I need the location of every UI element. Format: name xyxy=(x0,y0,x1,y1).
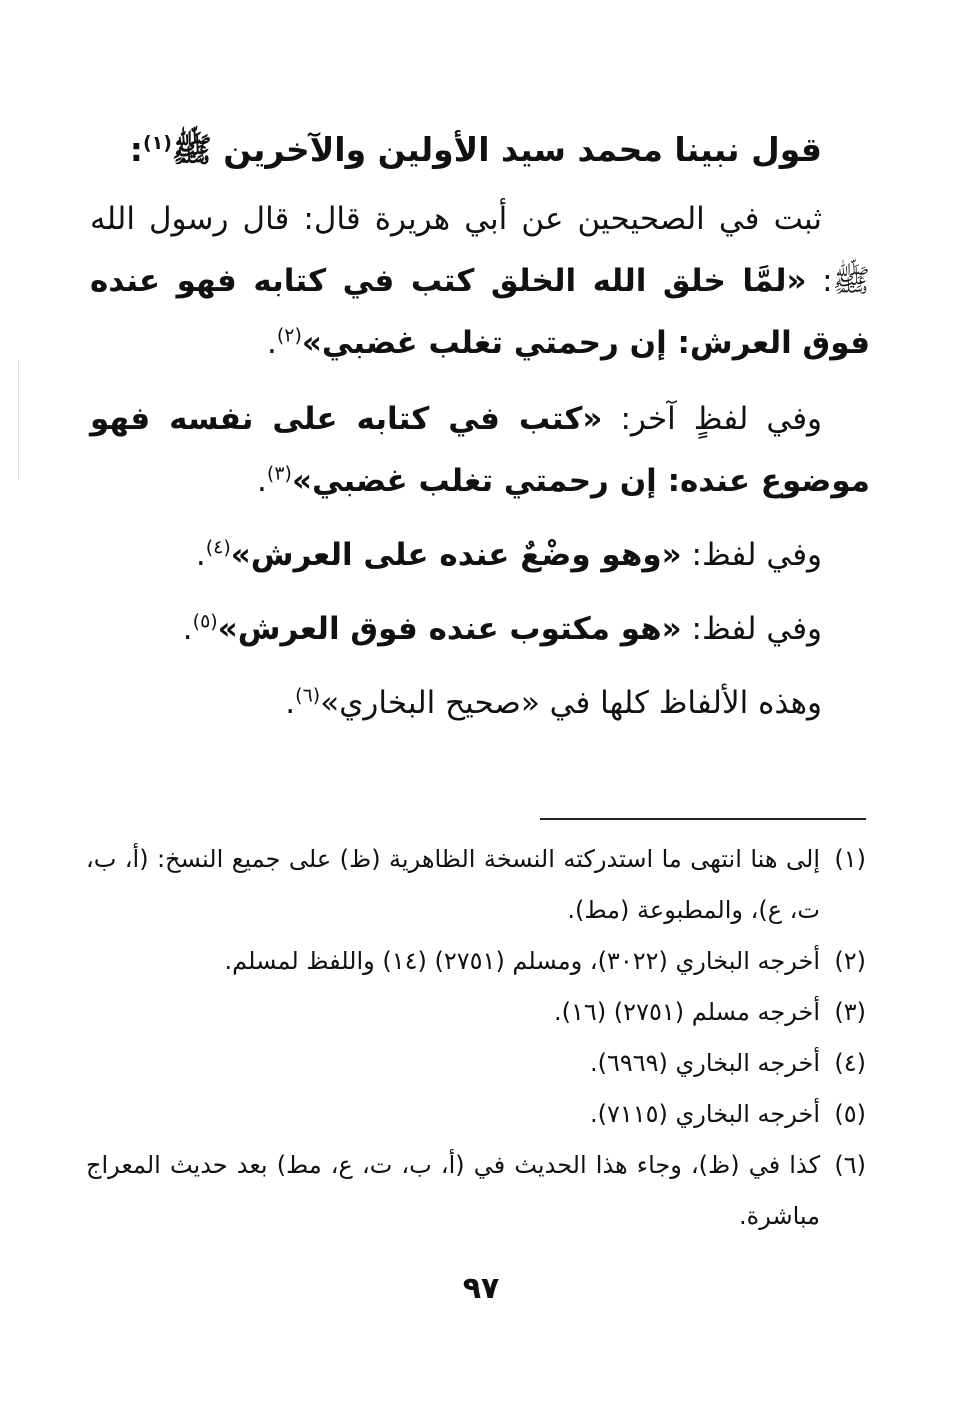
footnote-5 xyxy=(86,1089,866,1140)
paragraph-2-quote: «كتب في كتابه على نفسه فهو موضوع عنده: إن رحمتي تغلب غضبي» xyxy=(90,401,870,499)
line-4-period: . xyxy=(182,611,193,647)
footnote-text: أخرجه البخاري (٧١١٥). xyxy=(589,1100,820,1128)
paragraph-1-period: . xyxy=(266,325,277,361)
line-4-quote: «هو مكتوب عنده فوق العرش» xyxy=(217,611,682,647)
line-3-lead: وفي لفظ: xyxy=(681,537,822,573)
footnote-3 xyxy=(86,987,866,1038)
footnote-2 xyxy=(86,936,866,987)
paragraph-2-footnote-ref: (٣) xyxy=(266,462,292,485)
paragraph-1-quote: «لمَّا خلق الله الخلق كتب في كتابه فهو عنده فوق العرش: إن رحمتي تغلب غضبي» xyxy=(90,263,870,361)
footnote-1 xyxy=(86,834,866,936)
hadith-paragraph-2 xyxy=(90,388,870,512)
line-5-footnote-ref: (٦) xyxy=(295,684,321,707)
footnote-separator xyxy=(540,818,866,820)
footnote-number: (٥) xyxy=(834,1100,866,1128)
line-5-lead: وهذه الألفاظ كلها في «صحيح البخاري» xyxy=(320,685,822,721)
heading-text: قول نبينا محمد سيد الأولين والآخرين ﷺ xyxy=(171,130,822,169)
hadith-line-3 xyxy=(102,524,822,586)
footnotes xyxy=(86,834,866,1242)
heading-colon: : xyxy=(129,130,143,169)
footnote-text: أخرجه مسلم (٢٧٥١) (١٦). xyxy=(554,998,820,1026)
footnote-number: (٣) xyxy=(834,998,866,1026)
paragraph-2-period: . xyxy=(257,463,267,499)
footnote-6 xyxy=(86,1140,866,1242)
hadith-paragraph-1 xyxy=(90,188,870,374)
footnote-number: (٦) xyxy=(834,1151,866,1179)
line-3-quote: «وهو وضْعٌ عنده على العرش» xyxy=(230,537,682,573)
scan-edge-mark xyxy=(18,360,19,480)
line-4-lead: وفي لفظ: xyxy=(681,611,822,647)
line-3-footnote-ref: (٤) xyxy=(205,536,231,559)
footnote-number: (٤) xyxy=(834,1049,866,1077)
hadith-line-4 xyxy=(102,598,822,660)
hadith-line-5 xyxy=(102,672,822,734)
footnote-number: (٢) xyxy=(834,947,866,975)
footnote-text: أخرجه البخاري (٣٠٢٢)، ومسلم (٢٧٥١) (١٤) واللفظ لمسلم. xyxy=(224,947,820,975)
footnote-text: أخرجه البخاري (٦٩٦٩). xyxy=(589,1049,820,1077)
section-heading xyxy=(122,122,822,178)
footnote-text: كذا في (ظ)، وجاء هذا الحديث في (أ، ب، ت، ع، مط) بعد حديث المعراج مباشرة. xyxy=(86,1151,820,1230)
page-number: ٩٧ xyxy=(462,1271,500,1306)
paragraph-2-lead: وفي لفظٍ آخر: xyxy=(602,401,822,437)
paragraph-1-lead: ثبت في الصحيحين عن أبي هريرة قال: قال رسول الله ﷺ: xyxy=(90,201,871,299)
footnote-number: (١) xyxy=(834,845,866,873)
line-4-footnote-ref: (٥) xyxy=(192,610,218,633)
footnote-4 xyxy=(86,1038,866,1089)
paragraph-1-footnote-ref: (٢) xyxy=(276,324,302,347)
line-5-period: . xyxy=(285,685,296,721)
footnote-text: إلى هنا انتهى ما استدركته النسخة الظاهرية (ظ) على جميع النسخ: (أ، ب، ت، ع)، والمطبوعة (مط). xyxy=(86,845,820,924)
line-3-period: . xyxy=(195,537,206,573)
heading-footnote-ref: (١) xyxy=(142,132,172,154)
